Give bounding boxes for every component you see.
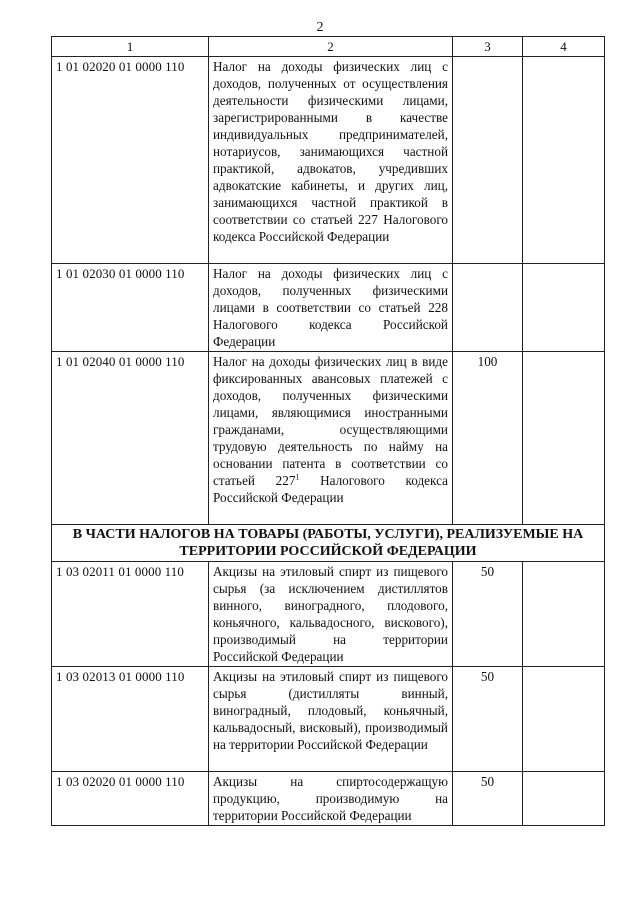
table-row <box>52 667 605 772</box>
page-number: 2 <box>316 20 324 35</box>
budget-code: 1 01 02040 01 0000 110 <box>52 352 209 525</box>
extra-value <box>523 57 605 264</box>
percent-value <box>453 264 523 352</box>
percent-value: 50 <box>453 772 523 826</box>
percent-value: 100 <box>453 352 523 525</box>
article-superscript: 1 <box>295 472 300 482</box>
percent-value: 50 <box>453 667 523 772</box>
extra-value <box>523 667 605 772</box>
extra-value <box>523 264 605 352</box>
extra-value <box>523 772 605 826</box>
income-description: Акцизы на этиловый спирт из пищевого сырья (дистилляты винный, виноградный, плодовый, коньячный, кальвадосный, висковый), производимый на территории Российской Федерации <box>209 667 453 772</box>
income-description <box>209 352 453 525</box>
column-number: 2 <box>209 37 453 57</box>
budget-code: 1 01 02030 01 0000 110 <box>52 264 209 352</box>
section-heading-row <box>52 525 605 562</box>
table-row <box>52 57 605 264</box>
description-text: Налогового кодекса Российской Федерации <box>213 473 448 505</box>
extra-value <box>523 352 605 525</box>
percent-value <box>453 57 523 264</box>
description-text: Налог на доходы физических лиц в виде фиксированных авансовых платежей с доходов, полученных физическими лицами, являющимися иностранными гражданами, осуществляющими трудовую деятельность по найму на основании патента в соответствии со статьей 227 <box>213 354 448 488</box>
revenue-table <box>51 36 605 826</box>
table-row <box>52 352 605 525</box>
extra-value <box>523 562 605 667</box>
income-description: Акцизы на этиловый спирт из пищевого сырья (за исключением дистиллятов винного, виноградного, плодового, коньячного, кальвадосного, вискового), производимый на территории Российской Федерации <box>209 562 453 667</box>
table-row <box>52 772 605 826</box>
column-number: 4 <box>523 37 605 57</box>
income-description: Налог на доходы физических лиц с доходов, полученных физическими лицами в соответствии со статьей 228 Налогового кодекса Российской Федерации <box>209 264 453 352</box>
column-number: 3 <box>453 37 523 57</box>
percent-value: 50 <box>453 562 523 667</box>
table-row <box>52 562 605 667</box>
table-row <box>52 264 605 352</box>
income-description: Акцизы на спиртосодержащую продукцию, производимую на территории Российской Федерации <box>209 772 453 826</box>
budget-code: 1 01 02020 01 0000 110 <box>52 57 209 264</box>
budget-code: 1 03 02013 01 0000 110 <box>52 667 209 772</box>
income-description: Налог на доходы физических лиц с доходов, полученных от осуществления деятельности физическими лицами, зарегистрированными в качестве индивидуальных предпринимателей, нотариусов, занимающихся частной практикой, адвокатов, учредивших адвокатские кабинеты, и других лиц, занимающихся частной практикой в соответствии со статьей 227 Налогового кодекса Российской Федерации <box>209 57 453 264</box>
column-number-row <box>52 37 605 57</box>
column-number: 1 <box>52 37 209 57</box>
budget-code: 1 03 02020 01 0000 110 <box>52 772 209 826</box>
section-heading: В ЧАСТИ НАЛОГОВ НА ТОВАРЫ (РАБОТЫ, УСЛУГИ), РЕАЛИЗУЕМЫЕ НА ТЕРРИТОРИИ РОССИЙСКОЙ ФЕДЕРАЦИИ <box>52 525 605 562</box>
budget-code: 1 03 02011 01 0000 110 <box>52 562 209 667</box>
